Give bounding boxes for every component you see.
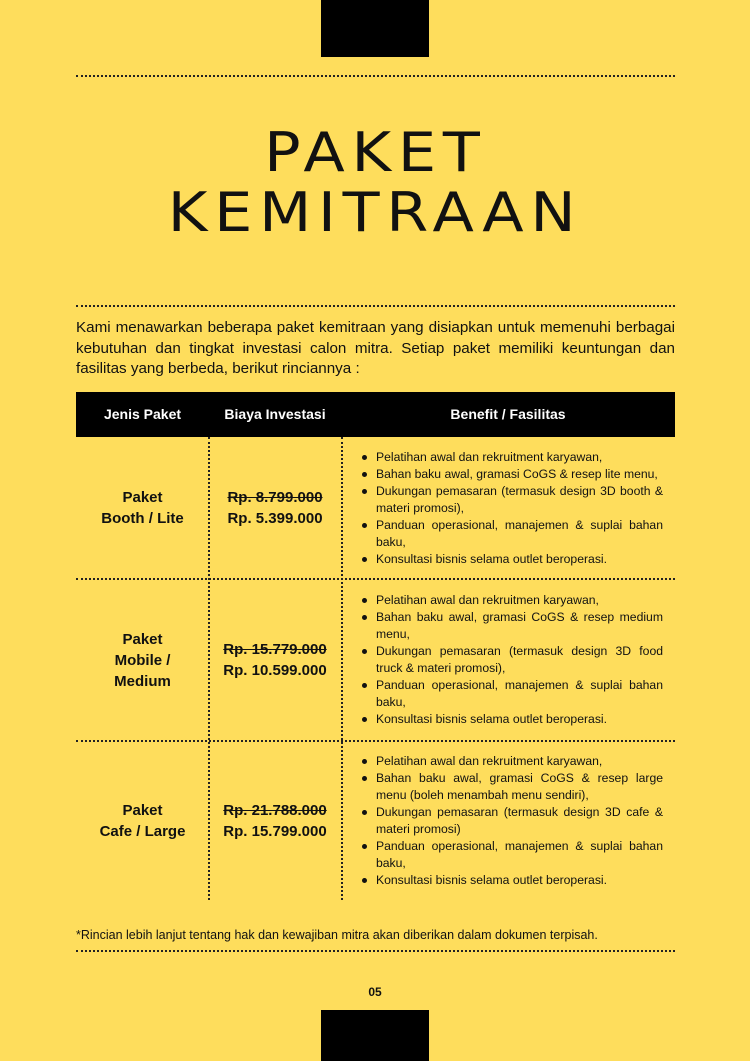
footnote: *Rincian lebih lanjut tentang hak dan kewajiban mitra akan diberikan dalam dokumen terpisah. <box>76 928 598 942</box>
header-jenis-paket: Jenis Paket <box>103 406 182 422</box>
table-row <box>76 742 675 900</box>
benefit-list <box>341 449 675 568</box>
price-old: Rp. 8.799.000 <box>227 489 323 506</box>
table-row <box>76 437 675 579</box>
top-divider <box>76 75 675 77</box>
benefit-list <box>341 753 675 889</box>
package-name: Paket Cafe / Large <box>99 802 186 840</box>
header-biaya-investasi: Biaya Investasi <box>224 406 326 422</box>
list-item: Panduan operasional, manajemen & suplai bahan baku, <box>376 839 663 870</box>
table-row <box>76 580 675 740</box>
header-benefit: Benefit / Fasilitas <box>450 406 566 422</box>
list-item: Pelatihan awal dan rekruitment karyawan, <box>376 753 663 770</box>
benefit-list <box>341 592 675 728</box>
bottom-divider <box>76 950 675 952</box>
list-item: Dukungan pemasaran (termasuk design 3D food truck & materi promosi), <box>376 644 663 675</box>
package-price <box>209 580 341 740</box>
list-item: Bahan baku awal, gramasi CoGS & resep medium menu, <box>376 610 663 641</box>
top-black-tab <box>321 0 429 57</box>
intro-divider <box>76 305 675 307</box>
list-item: Panduan operasional, manajemen & suplai bahan baku, <box>376 678 663 709</box>
list-item: Bahan baku awal, gramasi CoGS & resep lite menu, <box>376 466 663 483</box>
price-new: Rp. 15.799.000 <box>223 823 327 840</box>
list-item: Pelatihan awal dan rekruitment karyawan, <box>376 449 663 466</box>
package-name: Paket Mobile / Medium <box>114 630 171 690</box>
list-item: Konsultasi bisnis selama outlet beroperasi. <box>376 551 663 568</box>
page-number: 05 <box>368 985 382 999</box>
page-title-line-1: PAKET <box>263 121 487 184</box>
list-item: Dukungan pemasaran (termasuk design 3D cafe & materi promosi) <box>376 805 663 836</box>
price-old: Rp. 15.779.000 <box>223 641 327 658</box>
price-old: Rp. 21.788.000 <box>223 802 327 819</box>
price-new: Rp. 5.399.000 <box>227 510 323 527</box>
page-title-line-2: KEMITRAAN <box>167 181 583 244</box>
package-name: Paket Booth / Lite <box>101 489 184 527</box>
package-price <box>209 437 341 579</box>
list-item: Dukungan pemasaran (termasuk design 3D booth & materi promosi), <box>376 483 663 515</box>
list-item: Pelatihan awal dan rekruitmen karyawan, <box>376 592 663 609</box>
price-new: Rp. 10.599.000 <box>223 662 327 679</box>
benefit-cell <box>341 742 675 900</box>
list-item: Bahan baku awal, gramasi CoGS & resep large menu (boleh menambah menu sendiri), <box>376 771 663 802</box>
intro-paragraph: Kami menawarkan beberapa paket kemitraan yang disiapkan untuk memenuhi berbagai kebutuhan dan tingkat investasi calon mitra. Setiap paket memiliki keuntungan dan fasilitas yang berbeda, berikut rinciannya : <box>76 319 675 377</box>
bottom-black-tab <box>321 1010 429 1061</box>
list-item: Konsultasi bisnis selama outlet beroperasi. <box>376 711 663 728</box>
benefit-cell <box>341 437 675 579</box>
benefit-cell <box>341 580 675 740</box>
package-price <box>209 742 341 900</box>
table-header <box>76 392 675 437</box>
list-item: Panduan operasional, manajemen & suplai bahan baku, <box>376 517 663 549</box>
list-item: Konsultasi bisnis selama outlet beroperasi. <box>376 872 663 889</box>
